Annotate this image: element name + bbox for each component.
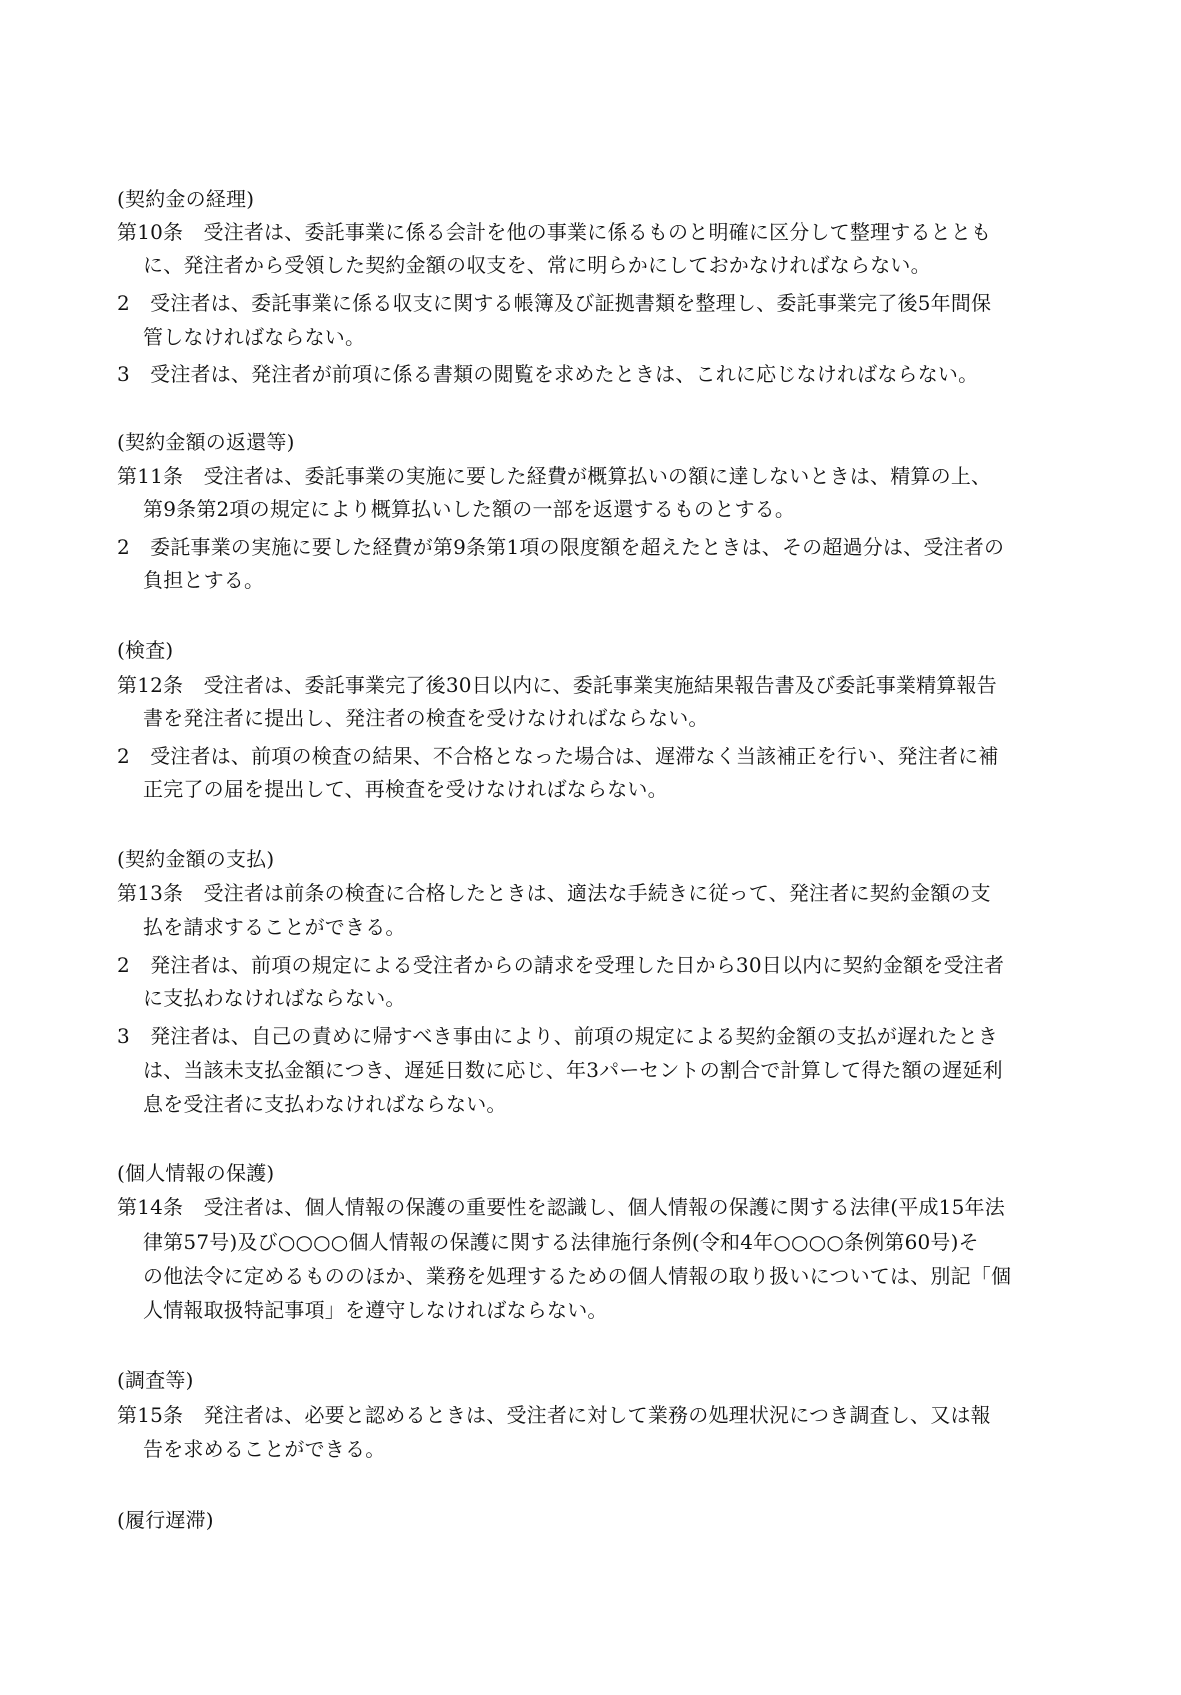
article-paragraph-line: 第13条 受注者は前条の検査に合格したときは、適法な手続きに従って、発注者に契約金額の支 bbox=[117, 881, 991, 905]
article-paragraph-line: 人情報取扱特記事項」を遵守しなければならない。 bbox=[143, 1298, 608, 1322]
article-paragraph-line: 3 受注者は、発注者が前項に係る書類の閲覧を求めたときは、これに応じなければならない。 bbox=[117, 362, 979, 386]
article-paragraph-line: 正完了の届を提出して、再検査を受けなければならない。 bbox=[143, 777, 668, 801]
article-paragraph-line: に、発注者から受領した契約金額の収支を、常に明らかにしておかなければならない。 bbox=[143, 253, 931, 277]
article-paragraph-line: 負担とする。 bbox=[143, 568, 265, 592]
article-heading: (調査等) bbox=[117, 1368, 194, 1392]
article-paragraph-line: 第9条第2項の規定により概算払いした額の一部を返還するものとする。 bbox=[143, 497, 796, 521]
article-heading: (検査) bbox=[117, 638, 174, 662]
article-heading: (個人情報の保護) bbox=[117, 1161, 275, 1185]
article-paragraph-line: 第11条 受注者は、委託事業の実施に要した経費が概算払いの額に達しないときは、精算の上、 bbox=[117, 464, 992, 488]
article-paragraph-line: 告を求めることができる。 bbox=[143, 1437, 386, 1461]
article-paragraph-line: の他法令に定めるもののほか、業務を処理するための個人情報の取り扱いについては、別記「個 bbox=[143, 1264, 1012, 1288]
article-paragraph-line: 息を受注者に支払わなければならない。 bbox=[143, 1092, 507, 1116]
article-paragraph-line: 律第57号)及び○○○○個人情報の保護に関する法律施行条例(令和4年○○○○条例第60号)そ bbox=[143, 1230, 979, 1254]
article-heading: (履行遅滞) bbox=[117, 1508, 214, 1532]
article-heading: (契約金額の支払) bbox=[117, 847, 275, 871]
article-paragraph-line: 第15条 発注者は、必要と認めるときは、受注者に対して業務の処理状況につき調査し、又は報 bbox=[117, 1403, 991, 1427]
article-paragraph-line: 2 受注者は、前項の検査の結果、不合格となった場合は、遅滞なく当該補正を行い、発注者に補 bbox=[117, 744, 999, 768]
article-paragraph-line: 管しなければならない。 bbox=[143, 325, 366, 349]
article-paragraph-line: 第14条 受注者は、個人情報の保護の重要性を認識し、個人情報の保護に関する法律(平成15年法 bbox=[117, 1195, 1005, 1219]
article-paragraph-line: に支払わなければならない。 bbox=[143, 986, 406, 1010]
article-paragraph-line: 第10条 受注者は、委託事業に係る会計を他の事業に係るものと明確に区分して整理するととも bbox=[117, 220, 992, 244]
article-heading: (契約金の経理) bbox=[117, 187, 255, 211]
article-paragraph-line: 第12条 受注者は、委託事業完了後30日以内に、委託事業実施結果報告書及び委託事業精算報告 bbox=[117, 673, 997, 697]
article-paragraph-line: 書を発注者に提出し、発注者の検査を受けなければならない。 bbox=[143, 706, 709, 730]
article-paragraph-line: は、当該未支払金額につき、遅延日数に応じ、年3パーセントの割合で計算して得た額の遅延利 bbox=[143, 1058, 1003, 1082]
article-paragraph-line: 2 受注者は、委託事業に係る収支に関する帳簿及び証拠書類を整理し、委託事業完了後5年間保 bbox=[117, 291, 992, 315]
article-heading: (契約金額の返還等) bbox=[117, 430, 295, 454]
article-paragraph-line: 払を請求することができる。 bbox=[143, 915, 406, 939]
article-paragraph-line: 2 委託事業の実施に要した経費が第9条第1項の限度額を超えたときは、その超過分は、受注者の bbox=[117, 535, 1005, 559]
article-paragraph-line: 2 発注者は、前項の規定による受注者からの請求を受理した日から30日以内に契約金額を受注者 bbox=[117, 953, 1005, 977]
article-paragraph-line: 3 発注者は、自己の責めに帰すべき事由により、前項の規定による契約金額の支払が遅れたとき bbox=[117, 1024, 999, 1048]
